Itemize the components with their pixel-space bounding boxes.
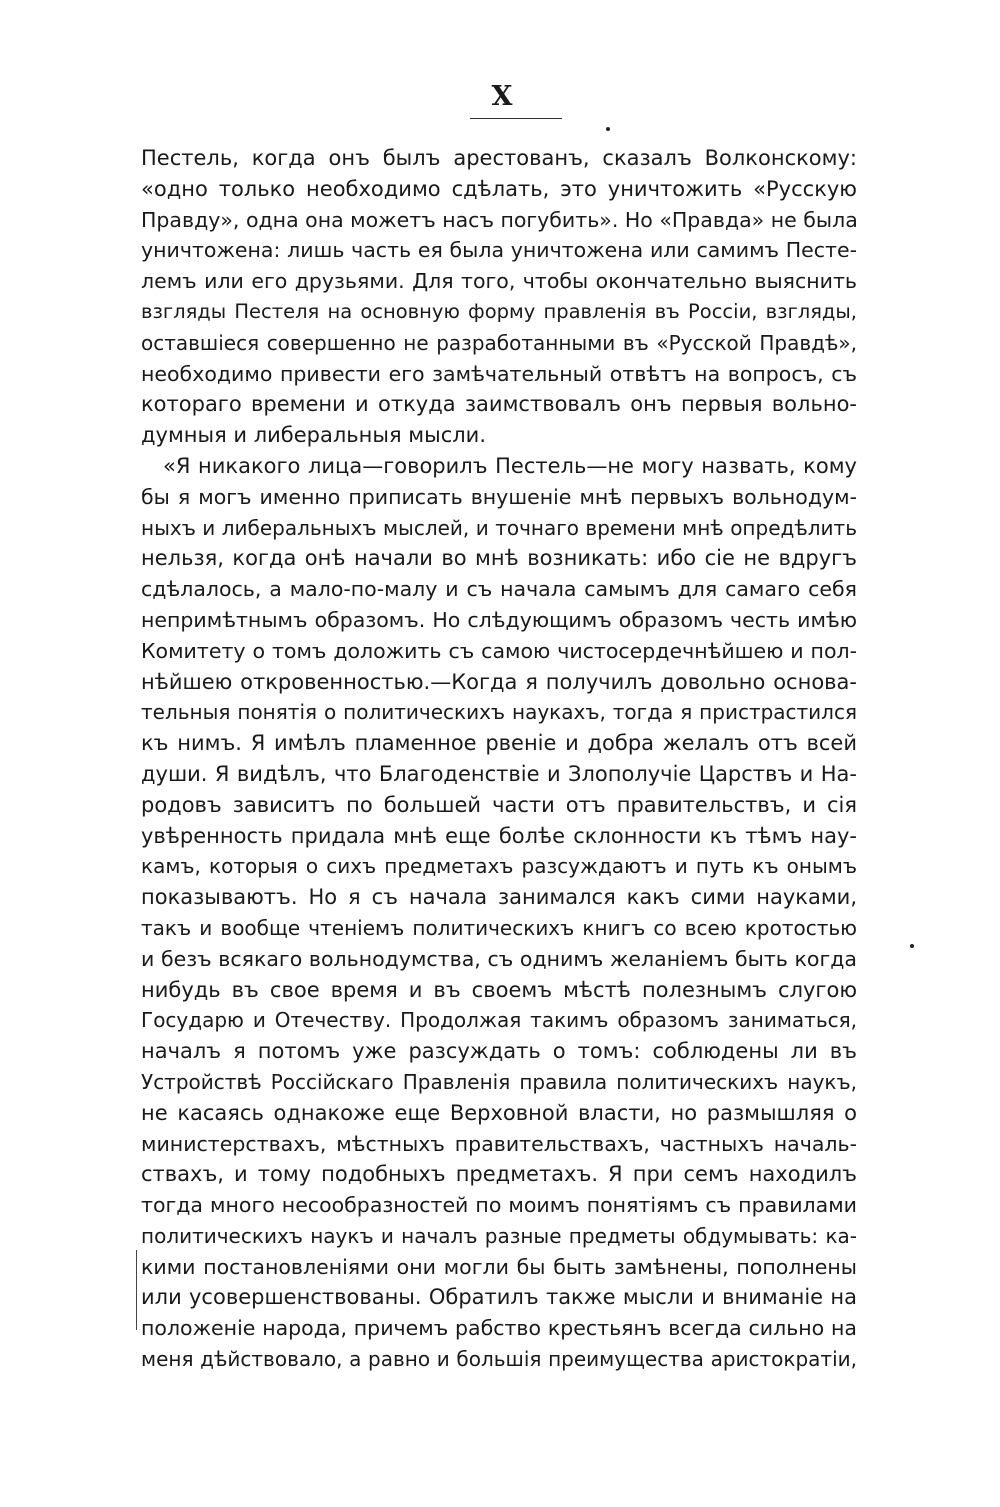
text-line: бы я могъ именно приписать внушеніе мнѣ первыхъ вольнодум- (141, 484, 857, 509)
text-line: министерствахъ, мѣстныхъ правительствахъ, частныхъ началь- (141, 1131, 857, 1156)
text-line: «Я никакого лица—говорилъ Пестель—не могу назвать, кому (163, 453, 857, 478)
text-line: нибудь въ свое время и въ своемъ мѣстѣ полезнымъ слугою (141, 977, 857, 1002)
text-line: тогда много несообразностей по моимъ понятіямъ съ правилами (141, 1193, 857, 1218)
text-line: Пестель, когда онъ былъ арестованъ, сказалъ Волконскому: (141, 146, 857, 170)
text-line: положеніе народа, причемъ рабство крестьянъ всегда сильно на (141, 1316, 857, 1341)
text-line: сдѣлалось, а мало-по-малу и съ начала самымъ для самаго себя (141, 577, 857, 602)
text-line: такъ и вообще чтеніемъ политическихъ книгъ со всею кротостью (141, 915, 857, 940)
text-line: котораго времени и откуда заимствовалъ онъ первыя вольно- (141, 392, 857, 417)
text-line: и безъ всякаго вольнодумства, съ однимъ желаніемъ быть когда (141, 946, 857, 971)
ink-speck (910, 944, 914, 948)
text-line: кими постановленіями они могли бы быть замѣнены, пополнены (141, 1254, 857, 1279)
text-line: нельзя, когда онѣ начали во мнѣ возникать: ибо сіе не вдругъ (141, 546, 857, 571)
text-line: меня дѣйствовало, а равно и большія преимущества аристократіи, (141, 1347, 857, 1372)
text-line: оставшіеся совершенно не разработанными въ «Русской Правдѣ», (141, 330, 857, 355)
page-number-rule (470, 118, 562, 119)
text-line: началъ я потомъ уже разсуждать о томъ: соблюдены ли въ (141, 1039, 857, 1064)
text-line: не касаясь однакоже еще Верховной власти, но размышляя о (141, 1100, 857, 1125)
text-line: показываютъ. Но я съ начала занимался какъ сими науками, (141, 885, 857, 910)
text-line: Правду», одна она можетъ насъ погубить». Но «Правда» не была (141, 207, 858, 232)
page-number: X (491, 81, 513, 112)
text-line: Государю и Отечеству. Продолжая такимъ образомъ заниматься, (141, 1008, 857, 1033)
text-line: нѣйшею откровенностью.—Когда я получилъ довольно основа- (141, 669, 857, 694)
paragraph-2-quote (141, 451, 857, 1375)
text-line: ствахъ, и тому подобныхъ предметахъ. Я при семъ находилъ (141, 1162, 857, 1187)
text-line: Устройствѣ Россійскаго Правленія правила политическихъ наукъ, (141, 1069, 857, 1094)
text-line: или усовершенствованы. Обратилъ также мысли и вниманіе на (141, 1285, 857, 1310)
text-line: Комитету о томъ доложить съ самою чистосердечнѣйшею и пол- (141, 638, 857, 663)
text-line: увѣренность придала мнѣ еще болѣе склонности къ тѣмъ нау- (141, 823, 857, 848)
ink-speck (606, 127, 610, 131)
text-line: уничтожена: лишь часть ея была уничтожена или самимъ Песте- (141, 238, 857, 263)
text-line: къ нимъ. Я имѣлъ пламенное рвеніе и добра желалъ отъ всей (141, 731, 857, 756)
text-line: думныя и либеральныя мысли. (141, 423, 487, 448)
text-line: необходимо привести его замѣчательный отвѣтъ на вопросъ, съ (141, 361, 857, 386)
text-line: взгляды Пестеля на основную форму правленія въ Россіи, взгляды, (141, 299, 857, 323)
text-line: тельныя понятія о политическихъ наукахъ, тогда я пристрастился (141, 700, 857, 725)
text-line: ныхъ и либеральныхъ мыслей, и точнаго времени мнѣ опредѣлить (141, 515, 857, 540)
text-line: камъ, которыя о сихъ предметахъ разсуждаютъ и путь къ онымъ (141, 854, 857, 879)
margin-mark (136, 1250, 137, 1330)
text-line: политическихъ наукъ и началъ разные предметы обдумывать: ка- (141, 1223, 857, 1248)
body-text (141, 143, 857, 1375)
paragraph-1 (141, 143, 857, 451)
text-line: души. Я видѣлъ, что Благоденствіе и Злополучіе Царствъ и На- (141, 761, 857, 786)
text-line: «одно только необходимо сдѣлать, это уничтожить «Русскую (141, 176, 857, 201)
text-line: лемъ или его друзьями. Для того, чтобы окончательно выяснить (141, 269, 857, 294)
text-line: непримѣтнымъ образомъ. Но слѣдующимъ образомъ честь имѣю (141, 607, 857, 632)
text-line: родовъ зависитъ по большей части отъ правительствъ, и сія (141, 792, 857, 817)
